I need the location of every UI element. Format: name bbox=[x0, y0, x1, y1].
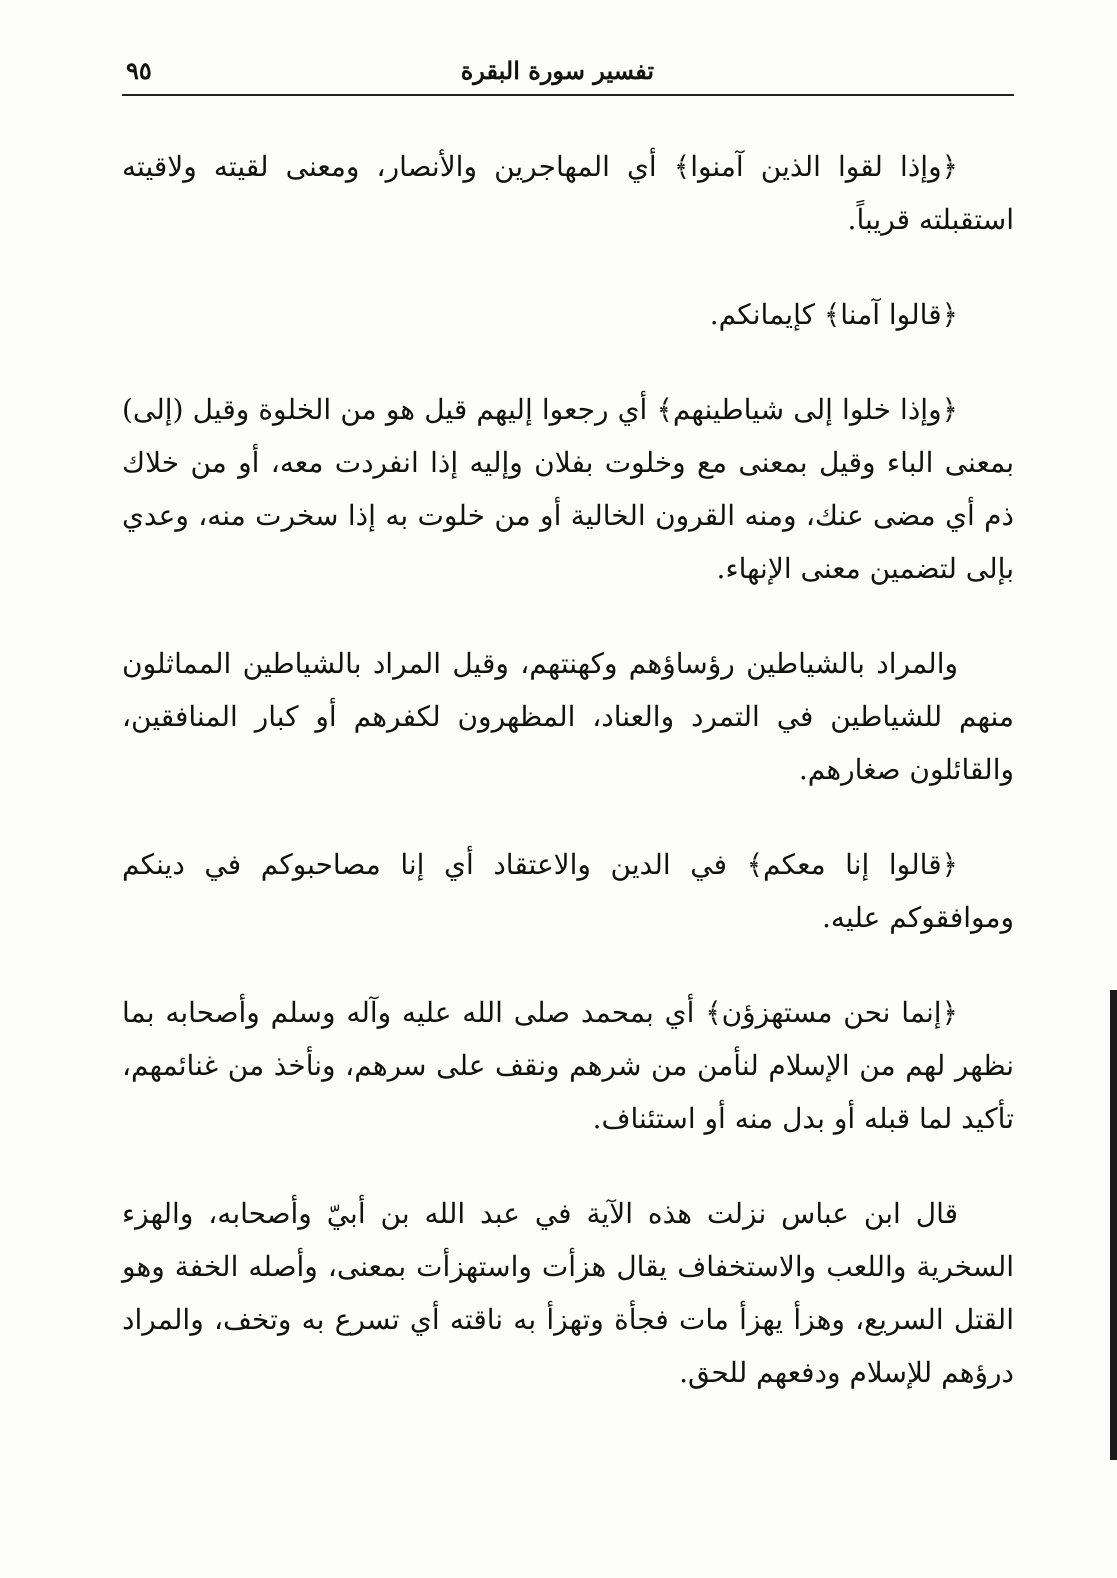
page-number: ٩٥ bbox=[126, 56, 152, 85]
page-body bbox=[122, 140, 1014, 1441]
page-header bbox=[122, 52, 1014, 92]
paragraph: والمراد بالشياطين رؤساؤهم وكهنتهم، وقيل المراد بالشياطين المماثلون منهم للشياطين في التمرد والعناد، المظهرون لكفرهم أو كبار المنافقين، والقائلون صغارهم. bbox=[122, 647, 1014, 786]
running-title: تفسير سورة البقرة bbox=[460, 56, 654, 85]
paragraph: ﴿قالوا آمنا﴾ كإيمانكم. bbox=[709, 298, 958, 331]
paragraph: ﴿وإذا خلوا إلى شياطينهم﴾ أي رجعوا إليهم قيل هو من الخلوة وقيل (إلى) بمعنى الباء وقيل بمعنى مع وخلوت بفلان وإليه إذا انفردت معه، أو من خلاك ذم أي مضى عنك، ومنه القرون الخالية أو من خلوت به إذا سخرت منه، وعدي بإلى لتضمين معنى الإنهاء. bbox=[122, 393, 1014, 585]
paragraph: ﴿إنما نحن مستهزؤن﴾ أي بمحمد صلى الله عليه وآله وسلم وأصحابه بما نظهر لهم من الإسلام لنأمن من شرهم ونقف على سرهم، ونأخذ من غنائمهم، تأكيد لما قبله أو بدل منه أو استئناف. bbox=[122, 996, 1014, 1135]
paragraph: ﴿قالوا إنا معكم﴾ في الدين والاعتقاد أي إنا مصاحبوكم في دينكم وموافقوكم عليه. bbox=[122, 848, 1014, 934]
header-rule bbox=[122, 94, 1014, 96]
scan-edge-shadow bbox=[1110, 990, 1117, 1460]
paragraph: قال ابن عباس نزلت هذه الآية في عبد الله بن أبيّ وأصحابه، والهزء السخرية واللعب والاستخفاف يقال هزأت واستهزأت بمعنى، وأصله الخفة وهو القتل السريع، وهزأ يهزأ مات فجأة وتهزأ به ناقته أي تسرع به وتخف، والمراد درؤهم للإسلام ودفعهم للحق. bbox=[122, 1197, 1015, 1389]
paragraph: ﴿وإذا لقوا الذين آمنوا﴾ أي المهاجرين والأنصار، ومعنى لقيته ولاقيته استقبلته قريباً. bbox=[122, 150, 1014, 236]
